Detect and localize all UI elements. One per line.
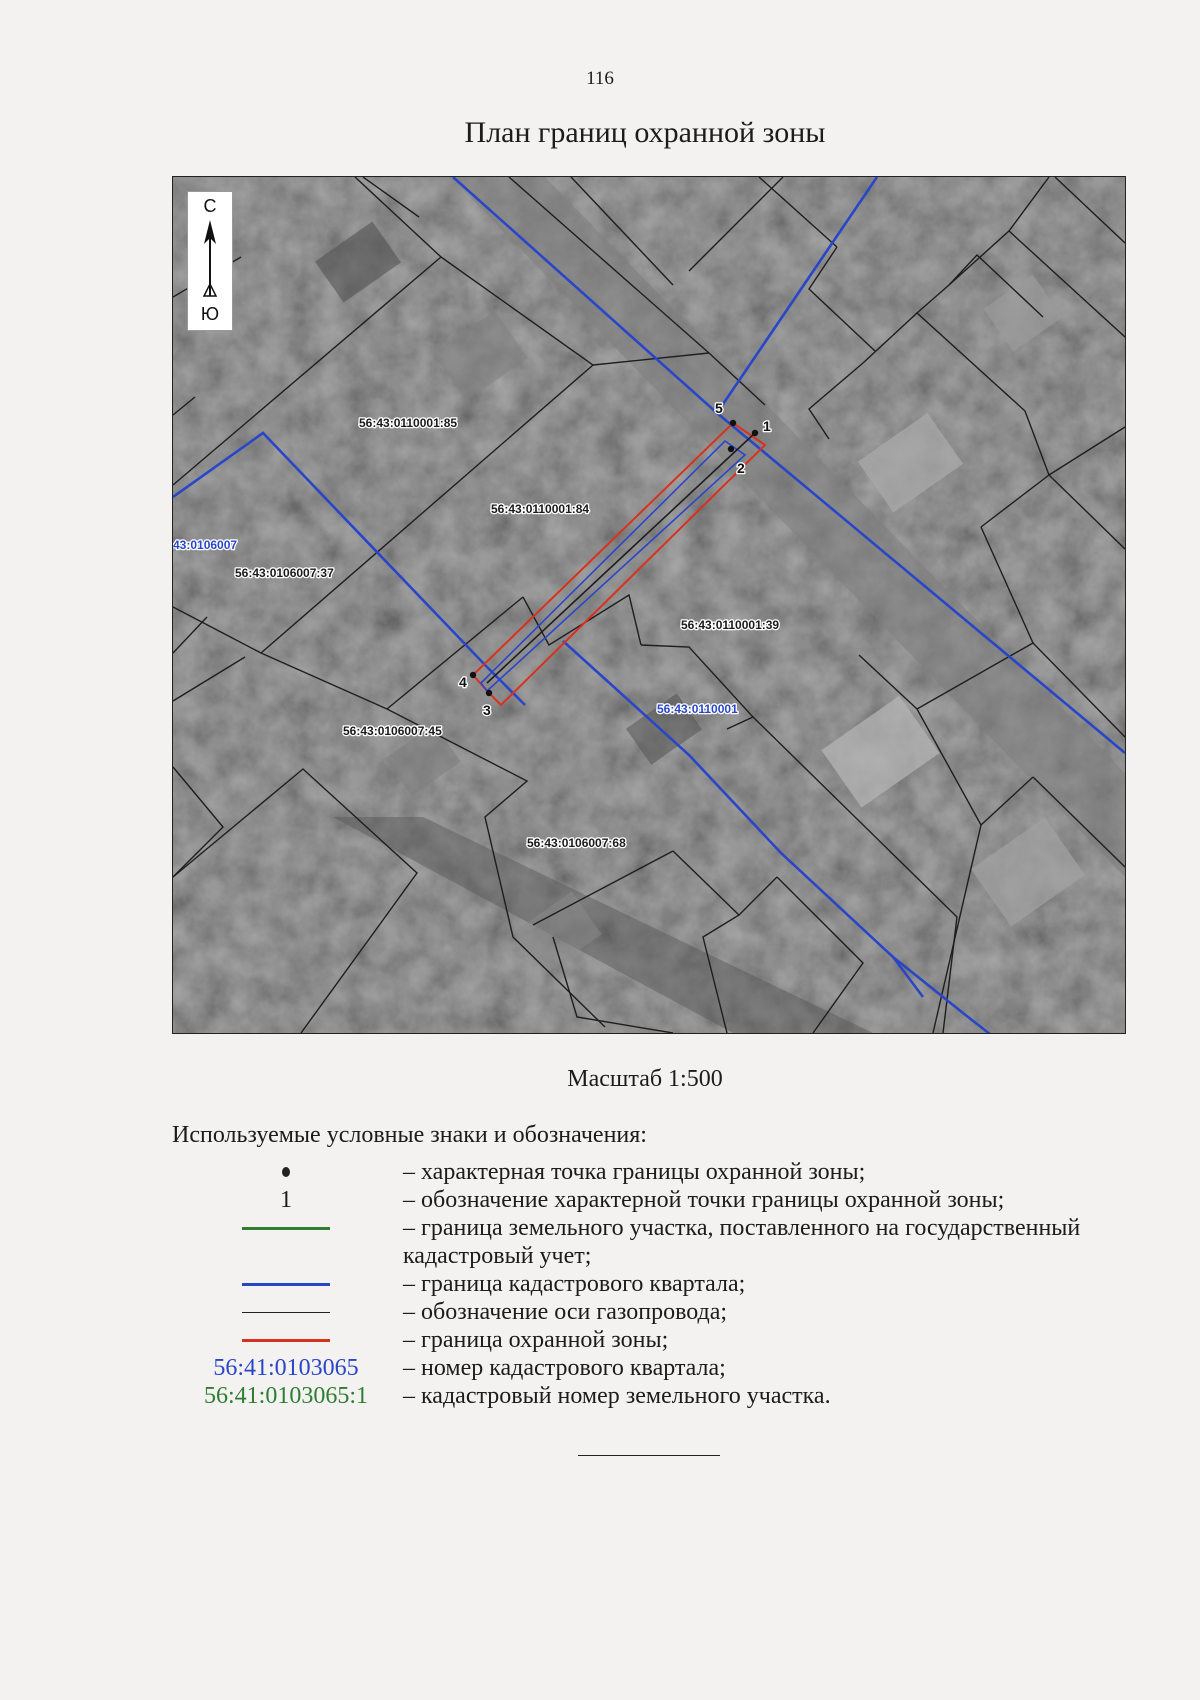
legend-item (0, 1214, 1200, 1269)
zone-point-1[interactable] (752, 430, 758, 436)
legend-item (0, 1158, 1200, 1186)
legend-item (0, 1382, 1200, 1410)
map-scale: Масштаб 1:500 (567, 1066, 723, 1092)
legend-item (0, 1354, 1200, 1382)
legend-text: – обозначение оси газопровода; (403, 1299, 728, 1325)
legend-text: – кадастровый номер земельного участка. (403, 1383, 831, 1409)
point-label-4: 4 (459, 674, 467, 690)
legend-item (0, 1186, 1200, 1214)
page-title: План границ охранной зоны (464, 116, 826, 149)
legend-symbol (186, 1214, 386, 1242)
zone-point-2[interactable] (728, 446, 734, 452)
parcel-label: 56:43:0110001:85 (359, 416, 458, 430)
zone-point-5[interactable] (730, 420, 736, 426)
zone-point-3[interactable] (486, 690, 492, 696)
parcel-label: 56:43:0110001:84 (491, 502, 590, 516)
parcel-label: 56:43:0106007:45 (343, 724, 442, 738)
green-line-icon (242, 1227, 330, 1230)
legend-quarter-number: 56:41:0103065 (213, 1354, 359, 1381)
quarter-label: 43:0106007 (173, 538, 238, 552)
parcel-label: 56:43:0106007:37 (235, 566, 334, 580)
legend-item (0, 1298, 1200, 1326)
legend-text: – граница охранной зоны; (403, 1327, 669, 1353)
black-line-icon (242, 1312, 330, 1313)
map-svg (173, 177, 1125, 1033)
legend-symbol (186, 1158, 386, 1186)
legend-heading: Используемые условные знаки и обозначения: (172, 1122, 647, 1148)
north-letter: С (203, 196, 217, 216)
end-divider (578, 1455, 720, 1456)
legend-symbol (186, 1326, 386, 1354)
legend-text: – граница кадастрового квартала; (403, 1271, 746, 1297)
cadastral-map[interactable] (172, 176, 1126, 1034)
legend-symbol (186, 1186, 386, 1214)
point-dot-icon (282, 1167, 290, 1177)
blue-line-icon (242, 1283, 330, 1286)
page-number: 116 (586, 68, 614, 89)
point-label-2: 2 (737, 460, 745, 476)
legend-symbol (186, 1354, 386, 1382)
quarter-label: 56:43:0110001 (657, 702, 738, 716)
red-line-icon (242, 1339, 330, 1342)
legend-text: – граница земельного участка, поставленного на государственный кадастровый учет; (403, 1215, 1081, 1269)
legend-text: – обозначение характерной точки границы охранной зоны; (403, 1187, 1005, 1213)
legend-symbol (186, 1298, 386, 1326)
zone-point-4[interactable] (470, 672, 476, 678)
parcel-label: 56:43:0106007:68 (527, 836, 626, 850)
legend-text: – номер кадастрового квартала; (403, 1355, 726, 1381)
legend-text: – характерная точка границы охранной зоны; (403, 1159, 866, 1185)
legend-point-number: 1 (280, 1186, 292, 1213)
legend-item (0, 1270, 1200, 1298)
point-label-5: 5 (715, 400, 723, 416)
legend-symbol (186, 1382, 386, 1410)
legend-parcel-number: 56:41:0103065:1 (203, 1382, 368, 1409)
south-letter: Ю (200, 304, 220, 324)
legend-item (0, 1326, 1200, 1354)
point-label-1: 1 (763, 418, 771, 434)
point-label-3: 3 (483, 702, 491, 718)
north-arrow (187, 191, 233, 331)
parcel-label: 56:43:0110001:39 (681, 618, 780, 632)
legend-symbol (186, 1270, 386, 1298)
